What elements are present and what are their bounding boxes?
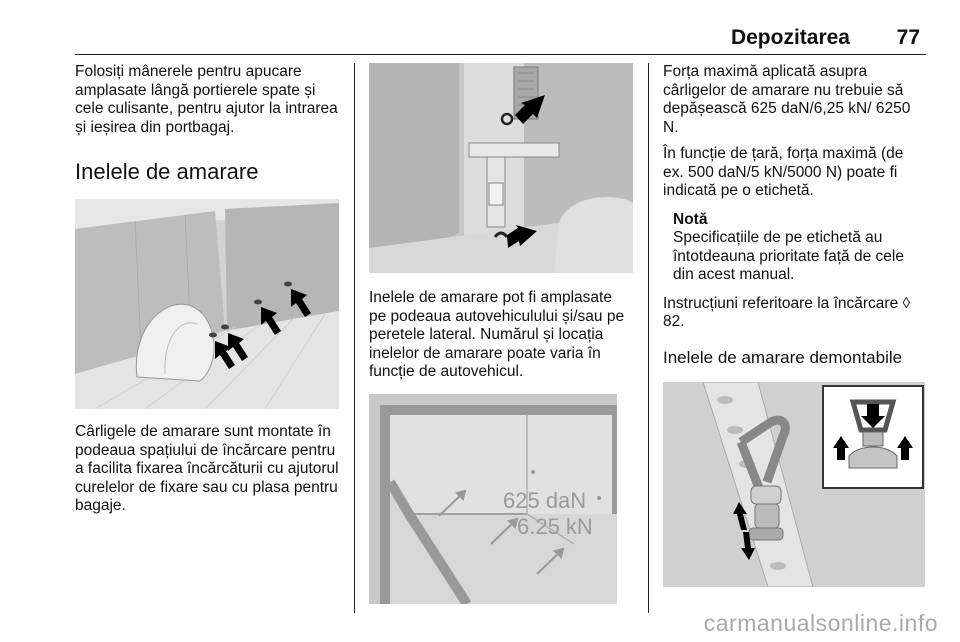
note-block — [663, 211, 925, 285]
column-2 — [369, 63, 633, 604]
body-paragraph: Forța maximă aplicată asupra cârligelor de amarare nu trebuie să depășească 625 daN/6,25 kN/ 6250 N. — [663, 63, 911, 136]
subsection-heading: Inelele de amarare demontabile — [663, 347, 903, 367]
column-separator — [354, 63, 355, 613]
cross-reference: Instrucțiuni referitoare la încărcare ◊ 82. — [663, 294, 911, 330]
column-1 — [75, 63, 340, 516]
load-capacity-label-kn: 6.25 kN — [517, 513, 593, 539]
load-capacity-label-dan: 625 daN — [503, 487, 587, 513]
note-label: Notă — [673, 210, 708, 228]
page-header — [0, 26, 960, 56]
watermark: carmanualsonline.info — [703, 610, 938, 636]
cargo-floor-illustration — [75, 199, 339, 409]
body-paragraph: Cârligele de amarare sunt montate în podeaua spațiului de încărcare pentru a facilita fixarea încărcăturii cu ajutorul curelelor de fixare sau cu plasa pentru bagaje. — [75, 423, 339, 514]
intro-paragraph: Folosiți mânerele pentru apucare amplasate lângă portierele spate și cele culisante, pentru ajutor la intrarea și ieșirea din portbagaj. — [75, 63, 338, 136]
body-paragraph: În funcție de țară, forța maximă (de ex. 500 daN/5 kN/5000 N) poate fi indicată pe o etichetă. — [663, 145, 904, 199]
header-rule — [75, 54, 926, 55]
column-3 — [663, 63, 925, 587]
load-label-illustration — [369, 394, 617, 604]
column-separator — [648, 63, 649, 613]
removable-ring-illustration — [663, 382, 925, 587]
section-heading: Inelele de amarare — [75, 159, 259, 184]
note-text: Specificațiile de pe etichetă au întotdeauna prioritate față de cele din acest manual. — [673, 229, 904, 283]
side-wall-illustration — [369, 63, 633, 273]
section-title: Depozitarea — [730, 26, 850, 49]
page-number: 77 — [896, 26, 920, 49]
body-paragraph: Inelele de amarare pot fi amplasate pe podeaua autovehiculului și/sau pe peretele lateral. Numărul și locația inelelor de amarare poate varia în funcție de autovehicul. — [369, 289, 625, 380]
